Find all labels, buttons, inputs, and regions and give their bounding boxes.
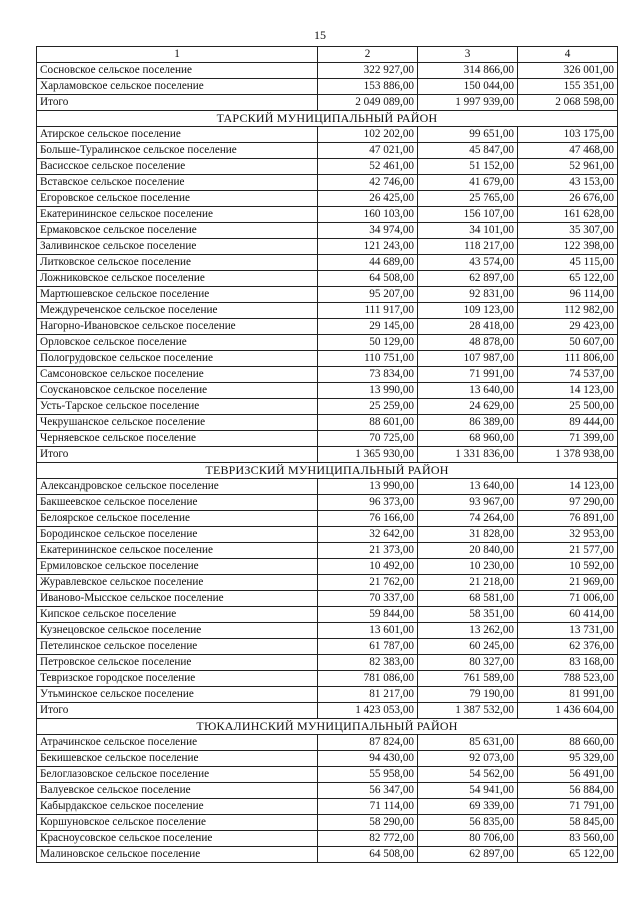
settlement-name-cell: Больше-Туралинское сельское поселение: [37, 143, 318, 159]
table-row: [37, 127, 618, 143]
amount-cell: 80 706,00: [418, 831, 518, 847]
amount-cell: 1 365 930,00: [318, 447, 418, 463]
amount-cell: 95 329,00: [518, 751, 618, 767]
amount-cell: 58 290,00: [318, 815, 418, 831]
table-row: [37, 495, 618, 511]
amount-cell: 26 676,00: [518, 191, 618, 207]
amount-cell: 1 997 939,00: [418, 95, 518, 111]
district-title: ТЕВРИЗСКИЙ МУНИЦИПАЛЬНЫЙ РАЙОН: [37, 463, 618, 479]
amount-cell: 31 828,00: [418, 527, 518, 543]
amount-cell: 95 207,00: [318, 287, 418, 303]
amount-cell: 155 351,00: [518, 79, 618, 95]
settlement-name-cell: Междуреченское сельское поселение: [37, 303, 318, 319]
settlement-name-cell: Тевризское городское поселение: [37, 671, 318, 687]
table-row: [37, 511, 618, 527]
settlement-name-cell: Кипское сельское поселение: [37, 607, 318, 623]
total-row: [37, 447, 618, 463]
settlement-name-cell: Бородинское сельское поселение: [37, 527, 318, 543]
settlement-name-cell: Бакшеевское сельское поселение: [37, 495, 318, 511]
table-row: [37, 415, 618, 431]
settlement-name-cell: Журавлевское сельское поселение: [37, 575, 318, 591]
table-row: [37, 751, 618, 767]
amount-cell: 51 152,00: [418, 159, 518, 175]
amount-cell: 56 347,00: [318, 783, 418, 799]
amount-cell: 47 021,00: [318, 143, 418, 159]
amount-cell: 107 987,00: [418, 351, 518, 367]
table-row: [37, 671, 618, 687]
settlement-name-cell: Вставское сельское поселение: [37, 175, 318, 191]
amount-cell: 50 129,00: [318, 335, 418, 351]
table-row: [37, 639, 618, 655]
settlement-name-cell: Белоглазовское сельское поселение: [37, 767, 318, 783]
amount-cell: 71 991,00: [418, 367, 518, 383]
table-row: [37, 175, 618, 191]
table-row: [37, 271, 618, 287]
amount-cell: 96 114,00: [518, 287, 618, 303]
amount-cell: 70 725,00: [318, 431, 418, 447]
amount-cell: 761 589,00: [418, 671, 518, 687]
amount-cell: 64 508,00: [318, 847, 418, 863]
amount-cell: 60 245,00: [418, 639, 518, 655]
settlement-name-cell: Литковское сельское поселение: [37, 255, 318, 271]
table-row: [37, 207, 618, 223]
table-row: [37, 303, 618, 319]
settlement-name-cell: Самсоновское сельское поселение: [37, 367, 318, 383]
amount-cell: 42 746,00: [318, 175, 418, 191]
amount-cell: 161 628,00: [518, 207, 618, 223]
amount-cell: 71 114,00: [318, 799, 418, 815]
table-row: [37, 591, 618, 607]
amount-cell: 62 897,00: [418, 847, 518, 863]
table-row: [37, 287, 618, 303]
settlement-name-cell: Атирское сельское поселение: [37, 127, 318, 143]
amount-cell: 87 824,00: [318, 735, 418, 751]
settlement-name-cell: Екатерининское сельское поселение: [37, 543, 318, 559]
settlement-name-cell: Итого: [37, 447, 318, 463]
amount-cell: 121 243,00: [318, 239, 418, 255]
district-header-row: [37, 719, 618, 735]
table-row: [37, 767, 618, 783]
table-row: [37, 607, 618, 623]
amount-cell: 73 834,00: [318, 367, 418, 383]
amount-cell: 60 414,00: [518, 607, 618, 623]
settlement-name-cell: Красноусовское сельское поселение: [37, 831, 318, 847]
amount-cell: 1 423 053,00: [318, 703, 418, 719]
amount-cell: 79 190,00: [418, 687, 518, 703]
district-header-row: [37, 111, 618, 127]
table-row: [37, 351, 618, 367]
settlement-name-cell: Черняевское сельское поселение: [37, 431, 318, 447]
settlement-name-cell: Валуевское сельское поселение: [37, 783, 318, 799]
settlement-name-cell: Соускановское сельское поселение: [37, 383, 318, 399]
amount-cell: 48 878,00: [418, 335, 518, 351]
total-row: [37, 703, 618, 719]
amount-cell: 21 373,00: [318, 543, 418, 559]
amount-cell: 88 601,00: [318, 415, 418, 431]
amount-cell: 76 891,00: [518, 511, 618, 527]
amount-cell: 13 262,00: [418, 623, 518, 639]
settlement-name-cell: Екатерининское сельское поселение: [37, 207, 318, 223]
settlement-name-cell: Нагорно-Ивановское сельское поселение: [37, 319, 318, 335]
amount-cell: 13 640,00: [418, 479, 518, 495]
amount-cell: 83 168,00: [518, 655, 618, 671]
header-cell: 3: [418, 47, 518, 63]
amount-cell: 25 500,00: [518, 399, 618, 415]
settlement-name-cell: Александровское сельское поселение: [37, 479, 318, 495]
table-row: [37, 63, 618, 79]
settlement-name-cell: Усть-Тарское сельское поселение: [37, 399, 318, 415]
amount-cell: 83 560,00: [518, 831, 618, 847]
amount-cell: 25 765,00: [418, 191, 518, 207]
header-cell: 1: [37, 47, 318, 63]
amount-cell: 55 958,00: [318, 767, 418, 783]
amount-cell: 35 307,00: [518, 223, 618, 239]
amount-cell: 29 423,00: [518, 319, 618, 335]
settlement-name-cell: Итого: [37, 703, 318, 719]
settlement-name-cell: Ложниковское сельское поселение: [37, 271, 318, 287]
amount-cell: 10 592,00: [518, 559, 618, 575]
settlement-name-cell: Васисское сельское поселение: [37, 159, 318, 175]
settlement-name-cell: Заливинское сельское поселение: [37, 239, 318, 255]
amount-cell: 74 537,00: [518, 367, 618, 383]
table-row: [37, 335, 618, 351]
amount-cell: 64 508,00: [318, 271, 418, 287]
settlement-name-cell: Атрачинское сельское поселение: [37, 735, 318, 751]
amount-cell: 150 044,00: [418, 79, 518, 95]
amount-cell: 45 115,00: [518, 255, 618, 271]
amount-cell: 89 444,00: [518, 415, 618, 431]
settlement-name-cell: Харламовское сельское поселение: [37, 79, 318, 95]
table-row: [37, 223, 618, 239]
amount-cell: 68 581,00: [418, 591, 518, 607]
settlement-name-cell: Коршуновское сельское поселение: [37, 815, 318, 831]
settlement-name-cell: Егоровское сельское поселение: [37, 191, 318, 207]
amount-cell: 153 886,00: [318, 79, 418, 95]
amount-cell: 43 574,00: [418, 255, 518, 271]
amount-cell: 52 461,00: [318, 159, 418, 175]
amount-cell: 102 202,00: [318, 127, 418, 143]
settlement-name-cell: Утьминское сельское поселение: [37, 687, 318, 703]
amount-cell: 92 073,00: [418, 751, 518, 767]
amount-cell: 99 651,00: [418, 127, 518, 143]
amount-cell: 62 897,00: [418, 271, 518, 287]
table-row: [37, 831, 618, 847]
amount-cell: 20 840,00: [418, 543, 518, 559]
amount-cell: 45 847,00: [418, 143, 518, 159]
amount-cell: 14 123,00: [518, 479, 618, 495]
table-row: [37, 687, 618, 703]
amount-cell: 52 961,00: [518, 159, 618, 175]
amount-cell: 21 577,00: [518, 543, 618, 559]
amount-cell: 81 991,00: [518, 687, 618, 703]
settlement-name-cell: Иваново-Мысское сельское поселение: [37, 591, 318, 607]
amount-cell: 118 217,00: [418, 239, 518, 255]
amount-cell: 10 492,00: [318, 559, 418, 575]
table-row: [37, 847, 618, 863]
settlement-name-cell: Малиновское сельское поселение: [37, 847, 318, 863]
amount-cell: 65 122,00: [518, 271, 618, 287]
total-row: [37, 95, 618, 111]
amount-cell: 54 941,00: [418, 783, 518, 799]
amount-cell: 32 642,00: [318, 527, 418, 543]
amount-cell: 109 123,00: [418, 303, 518, 319]
amount-cell: 54 562,00: [418, 767, 518, 783]
table-row: [37, 559, 618, 575]
amount-cell: 111 917,00: [318, 303, 418, 319]
header-row: [37, 47, 618, 63]
settlement-name-cell: Петровское сельское поселение: [37, 655, 318, 671]
amount-cell: 71 399,00: [518, 431, 618, 447]
amount-cell: 86 389,00: [418, 415, 518, 431]
table-row: [37, 799, 618, 815]
amount-cell: 94 430,00: [318, 751, 418, 767]
amount-cell: 61 787,00: [318, 639, 418, 655]
amount-cell: 59 844,00: [318, 607, 418, 623]
amount-cell: 21 762,00: [318, 575, 418, 591]
amount-cell: 71 006,00: [518, 591, 618, 607]
amount-cell: 34 974,00: [318, 223, 418, 239]
amount-cell: 13 990,00: [318, 383, 418, 399]
table-row: [37, 159, 618, 175]
table-row: [37, 623, 618, 639]
table-row: [37, 527, 618, 543]
amount-cell: 41 679,00: [418, 175, 518, 191]
amount-cell: 322 927,00: [318, 63, 418, 79]
amount-cell: 2 049 089,00: [318, 95, 418, 111]
amount-cell: 58 351,00: [418, 607, 518, 623]
amount-cell: 26 425,00: [318, 191, 418, 207]
amount-cell: 156 107,00: [418, 207, 518, 223]
amount-cell: 56 835,00: [418, 815, 518, 831]
amount-cell: 326 001,00: [518, 63, 618, 79]
table-row: [37, 575, 618, 591]
table-row: [37, 431, 618, 447]
amount-cell: 10 230,00: [418, 559, 518, 575]
amount-cell: 85 631,00: [418, 735, 518, 751]
amount-cell: 32 953,00: [518, 527, 618, 543]
amount-cell: 76 166,00: [318, 511, 418, 527]
amount-cell: 2 068 598,00: [518, 95, 618, 111]
header-cell: 4: [518, 47, 618, 63]
amount-cell: 43 153,00: [518, 175, 618, 191]
settlement-name-cell: Кузнецовское сельское поселение: [37, 623, 318, 639]
amount-cell: 13 601,00: [318, 623, 418, 639]
table-row: [37, 319, 618, 335]
settlement-name-cell: Ермиловское сельское поселение: [37, 559, 318, 575]
amount-cell: 69 339,00: [418, 799, 518, 815]
table-row: [37, 239, 618, 255]
amount-cell: 97 290,00: [518, 495, 618, 511]
settlement-name-cell: Мартюшевское сельское поселение: [37, 287, 318, 303]
settlement-name-cell: Бекишевское сельское поселение: [37, 751, 318, 767]
table-row: [37, 191, 618, 207]
amount-cell: 13 731,00: [518, 623, 618, 639]
settlement-name-cell: Чекрушанское сельское поселение: [37, 415, 318, 431]
amount-cell: 122 398,00: [518, 239, 618, 255]
settlement-name-cell: Петелинское сельское поселение: [37, 639, 318, 655]
amount-cell: 70 337,00: [318, 591, 418, 607]
settlement-name-cell: Пологрудовское сельское поселение: [37, 351, 318, 367]
amount-cell: 82 383,00: [318, 655, 418, 671]
amount-cell: 160 103,00: [318, 207, 418, 223]
amount-cell: 50 607,00: [518, 335, 618, 351]
amount-cell: 112 982,00: [518, 303, 618, 319]
amount-cell: 1 331 836,00: [418, 447, 518, 463]
settlement-name-cell: Белоярское сельское поселение: [37, 511, 318, 527]
amount-cell: 21 218,00: [418, 575, 518, 591]
amount-cell: 92 831,00: [418, 287, 518, 303]
amount-cell: 80 327,00: [418, 655, 518, 671]
amount-cell: 29 145,00: [318, 319, 418, 335]
amount-cell: 93 967,00: [418, 495, 518, 511]
amount-cell: 28 418,00: [418, 319, 518, 335]
settlement-name-cell: Сосновское сельское поселение: [37, 63, 318, 79]
amount-cell: 1 387 532,00: [418, 703, 518, 719]
amount-cell: 88 660,00: [518, 735, 618, 751]
amount-cell: 68 960,00: [418, 431, 518, 447]
table-row: [37, 815, 618, 831]
table-row: [37, 143, 618, 159]
amount-cell: 314 866,00: [418, 63, 518, 79]
amount-cell: 24 629,00: [418, 399, 518, 415]
amount-cell: 58 845,00: [518, 815, 618, 831]
amount-cell: 82 772,00: [318, 831, 418, 847]
district-title: ТАРСКИЙ МУНИЦИПАЛЬНЫЙ РАЙОН: [37, 111, 618, 127]
amount-cell: 62 376,00: [518, 639, 618, 655]
amount-cell: 71 791,00: [518, 799, 618, 815]
amount-cell: 47 468,00: [518, 143, 618, 159]
amount-cell: 56 491,00: [518, 767, 618, 783]
amount-cell: 111 806,00: [518, 351, 618, 367]
amount-cell: 25 259,00: [318, 399, 418, 415]
budget-table: [36, 46, 618, 863]
header-cell: 2: [318, 47, 418, 63]
amount-cell: 81 217,00: [318, 687, 418, 703]
table-row: [37, 655, 618, 671]
settlement-name-cell: Кабырдакское сельское поселение: [37, 799, 318, 815]
amount-cell: 56 884,00: [518, 783, 618, 799]
table-row: [37, 383, 618, 399]
amount-cell: 21 969,00: [518, 575, 618, 591]
amount-cell: 44 689,00: [318, 255, 418, 271]
amount-cell: 34 101,00: [418, 223, 518, 239]
amount-cell: 110 751,00: [318, 351, 418, 367]
table-row: [37, 367, 618, 383]
district-title: ТЮКАЛИНСКИЙ МУНИЦИПАЛЬНЫЙ РАЙОН: [37, 719, 618, 735]
amount-cell: 13 990,00: [318, 479, 418, 495]
settlement-name-cell: Орловское сельское поселение: [37, 335, 318, 351]
amount-cell: 65 122,00: [518, 847, 618, 863]
table-row: [37, 79, 618, 95]
amount-cell: 781 086,00: [318, 671, 418, 687]
amount-cell: 14 123,00: [518, 383, 618, 399]
table-row: [37, 543, 618, 559]
table-row: [37, 255, 618, 271]
table-row: [37, 735, 618, 751]
amount-cell: 13 640,00: [418, 383, 518, 399]
page-number: 15: [314, 28, 326, 42]
table-row: [37, 399, 618, 415]
amount-cell: 103 175,00: [518, 127, 618, 143]
amount-cell: 1 378 938,00: [518, 447, 618, 463]
district-header-row: [37, 463, 618, 479]
amount-cell: 96 373,00: [318, 495, 418, 511]
table-row: [37, 479, 618, 495]
amount-cell: 788 523,00: [518, 671, 618, 687]
table-row: [37, 783, 618, 799]
amount-cell: 1 436 604,00: [518, 703, 618, 719]
settlement-name-cell: Итого: [37, 95, 318, 111]
settlement-name-cell: Ермаковское сельское поселение: [37, 223, 318, 239]
amount-cell: 74 264,00: [418, 511, 518, 527]
